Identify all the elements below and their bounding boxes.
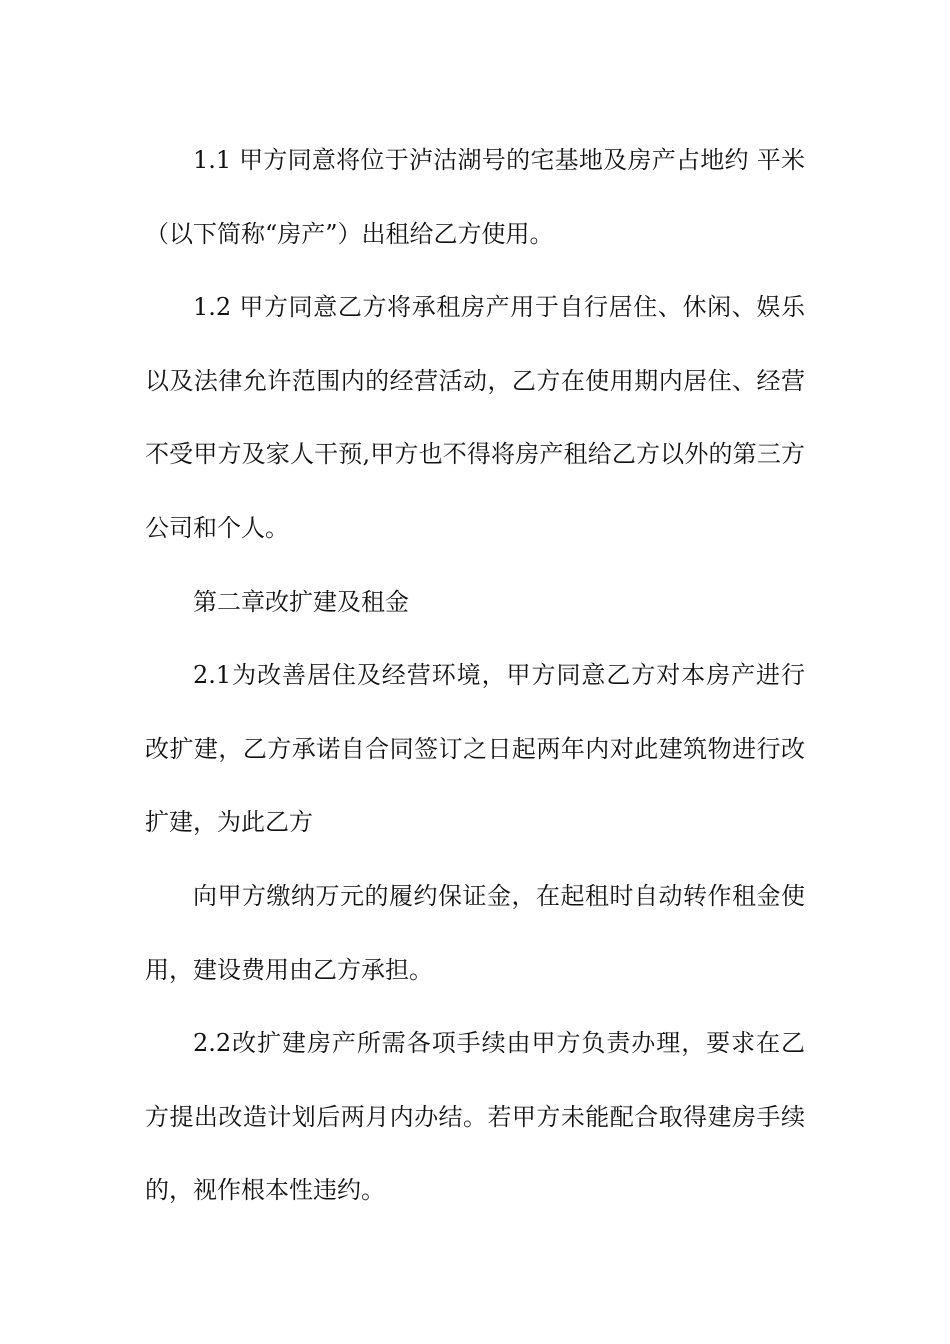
clause-1-2-paragraph: 1.2 甲方同意乙方将承租房产用于自行居住、休闲、娱乐以及法律允许范围内的经营活动，乙方在使用期内居住、经营不受甲方及家人干预,甲方也不得将房产租给乙方以外的第三方公司和个人。: [145, 293, 805, 542]
clause-2-1-paragraph: 2.1为改善居住及经营环境，甲方同意乙方对本房产进行改扩建，乙方承诺自合同签订之日起两年内对此建筑物进行改扩建，为此乙方: [145, 661, 805, 837]
document-body: [145, 124, 805, 1228]
clause-2-2-paragraph: 2.2改扩建房产所需各项手续由甲方负责办理，要求在乙方提出改造计划后两月内办结。若甲方未能配合取得建房手续的，视作根本性违约。: [145, 1029, 805, 1205]
chapter-2-heading: 第二章改扩建及租金: [193, 587, 409, 616]
deposit-paragraph: 向甲方缴纳万元的履约保证金，在起租时自动转作租金使用，建设费用由乙方承担。: [145, 881, 805, 984]
clause-1-1-paragraph: 1.1 甲方同意将位于泸沽湖号的宅基地及房产占地约 平米（以下简称“房产”）出租给乙方使用。: [145, 146, 805, 248]
